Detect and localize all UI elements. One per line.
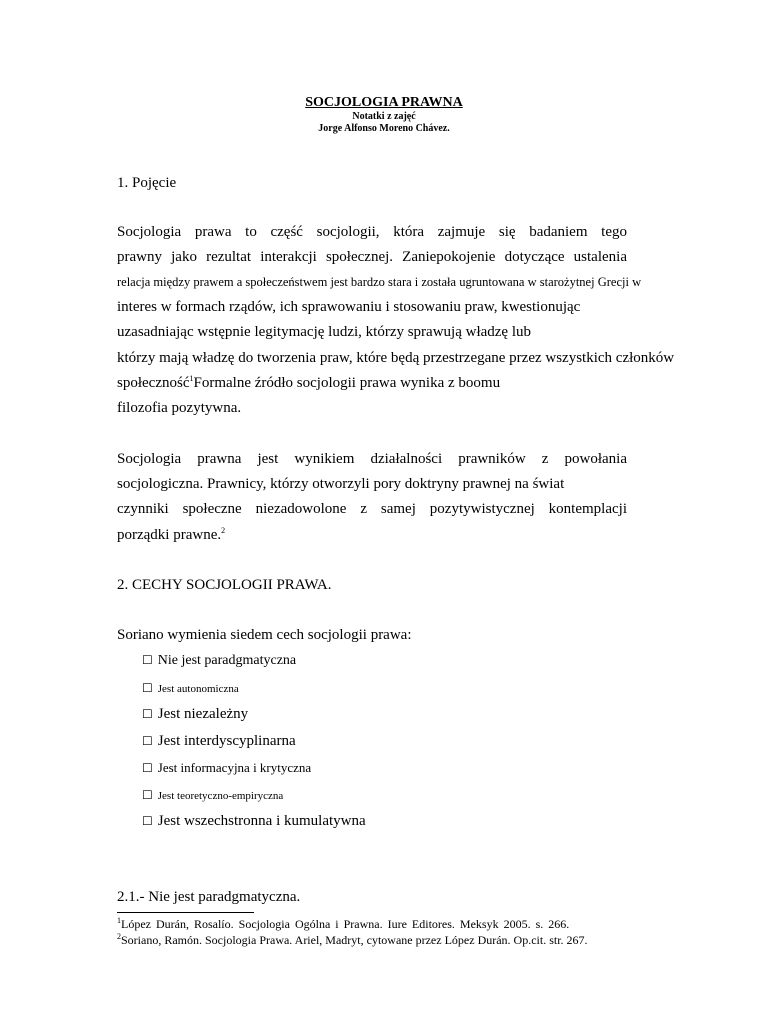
- checkbox-icon: ☐: [142, 653, 153, 667]
- paragraph-line: interes w formach rządów, ich sprawowaniu i stosowaniu praw, kwestionując: [117, 299, 581, 315]
- list-item-text: Nie jest paradgmatyczna: [157, 653, 297, 668]
- list-item-text: Jest interdyscyplinarna: [157, 733, 296, 749]
- paragraph-line: czynniki społeczne niezadowolone z samej pozytywistycznej kontemplacji: [117, 501, 627, 517]
- list-item: [142, 653, 296, 669]
- list-item-text: Jest teoretyczno-empiryczna: [157, 790, 284, 802]
- list-item: [142, 733, 296, 750]
- footnote-1: [117, 917, 569, 932]
- paragraph-text: społeczność: [117, 375, 190, 391]
- footnote-text: Soriano, Ramón. Socjologia Prawa. Ariel, Madryt, cytowane przez López Durán. Op.cit. str. 267.: [121, 933, 588, 947]
- footnote-ref: 1: [189, 374, 194, 383]
- paragraph-line: socjologiczna. Prawnicy, którzy otworzyli pory doktryny prawnej na świat: [117, 476, 565, 492]
- list-item-text: Jest informacyjna i krytyczna: [157, 760, 312, 775]
- footnote-2: [117, 933, 588, 948]
- footnote-number: 2: [117, 932, 121, 941]
- section-1-heading: 1. Pojęcie: [117, 175, 177, 191]
- document-subtitle: Notatki z zajęć: [352, 111, 416, 122]
- document-title: SOCJOLOGIA PRAWNA: [305, 95, 463, 110]
- list-item: [142, 706, 248, 723]
- list-item: [142, 813, 366, 830]
- paragraph-line: [117, 527, 225, 544]
- paragraph-line: którzy mają władzę do tworzenia praw, które będą przestrzegane przez wszystkich członków: [117, 350, 675, 366]
- paragraph-line: [117, 375, 500, 392]
- section-2-intro: Soriano wymienia siedem cech socjologii prawa:: [117, 627, 412, 643]
- paragraph-line: prawny jako rezultat interakcji społecznej. Zaniepokojenie dotyczące ustalenia: [117, 249, 627, 265]
- checkbox-icon: ☐: [142, 707, 153, 721]
- list-item-text: Jest niezależny: [157, 706, 249, 722]
- checkbox-icon: ☐: [142, 814, 153, 828]
- section-2-1-heading: 2.1.- Nie jest paradgmatyczna.: [117, 889, 301, 905]
- list-item: [142, 788, 283, 802]
- paragraph-line: uzasadniając wstępnie legitymację ludzi, którzy sprawują władzę lub: [117, 324, 532, 340]
- paragraph-line: filozofia pozytywna.: [117, 400, 242, 416]
- paragraph-text: porządki prawne.: [117, 527, 222, 543]
- paragraph-line: relacja między prawem a społeczeństwem jest bardzo stara i została ugruntowana w starożytnej Grecji w: [117, 275, 642, 289]
- paragraph-text: Formalne źródło socjologii prawa wynika z boomu: [193, 375, 501, 391]
- list-item-text: Jest autonomiczna: [157, 683, 239, 695]
- list-item: [142, 681, 239, 695]
- footnote-number: 1: [117, 916, 121, 925]
- footnote-text: López Durán, Rosalío. Socjologia Ogólna i Prawna. Iure Editores. Meksyk 2005. s. 266.: [121, 917, 570, 931]
- footnote-ref: 2: [221, 526, 226, 535]
- checkbox-icon: ☐: [142, 761, 153, 775]
- footnote-divider: [117, 912, 254, 913]
- checkbox-icon: ☐: [142, 788, 153, 802]
- checkbox-icon: ☐: [142, 681, 153, 695]
- list-item: [142, 760, 311, 776]
- list-item-text: Jest wszechstronna i kumulatywna: [157, 813, 366, 829]
- paragraph-line: Socjologia prawa to część socjologii, która zajmuje się badaniem tego: [117, 224, 627, 240]
- paragraph-line: Socjologia prawna jest wynikiem działalności prawników z powołania: [117, 451, 627, 467]
- document-author: Jorge Alfonso Moreno Chávez.: [318, 123, 450, 134]
- section-2-heading: 2. CECHY SOCJOLOGII PRAWA.: [117, 577, 332, 593]
- checkbox-icon: ☐: [142, 734, 153, 748]
